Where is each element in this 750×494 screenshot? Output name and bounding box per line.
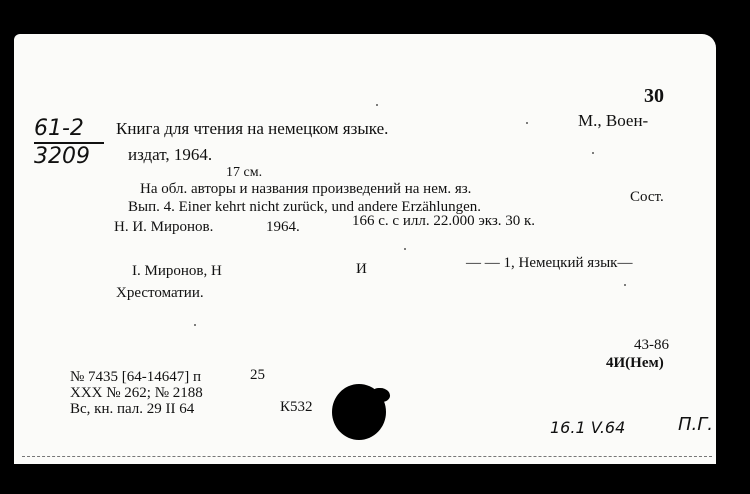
handwritten-initials: П.Г. [678,414,714,435]
handwritten-call-number-top: 61-2 [34,116,84,141]
class-number: 43-86 [634,337,669,353]
class-code: 4И(Нем) [606,355,664,371]
note-line-3-year: 1964. [266,219,300,235]
tracing-middle: И [356,261,367,277]
handwritten-call-number-bottom: 3209 [34,144,90,169]
note-line-3: Н. И. Миронов. [114,219,214,235]
stamp-code: К532 [280,399,313,415]
card-number: 30 [644,85,664,107]
note-line-1: На обл. авторы и названия произведений на нем. яз. [140,181,472,197]
order-line-3: Вс, кн. пал. 29 II 64 [70,401,195,417]
title-line: Книга для чтения на немецком языке. [116,119,389,138]
size-line: 17 см. [226,165,263,180]
black-ink-stamp [332,384,386,440]
note-line-3-rest: 166 с. с илл. 22.000 экз. 30 к. [352,213,536,229]
tracing-left: I. Миронов, Н [132,263,222,279]
tracing-right: — — 1, Немецкий язык— [466,255,633,271]
order-line-1-number: 25 [250,367,265,383]
tracing-line-2: Хрестоматии. [116,285,204,301]
note-line-2-right: Сост. [630,189,664,205]
note-line-2: Вып. 4. Einer kehrt nicht zurück, und andere Erzählungen. [128,199,481,215]
publisher-line-1: М., Воен- [578,111,649,130]
handwritten-date-note: 16.1 V.64 [550,418,626,437]
order-line-1: № 7435 [64-14647] п [70,369,202,385]
card-bottom-edge-line [22,456,712,457]
order-line-2: XXX № 262; № 2188 [70,385,203,401]
publisher-line-2: издат, 1964. [128,145,213,164]
